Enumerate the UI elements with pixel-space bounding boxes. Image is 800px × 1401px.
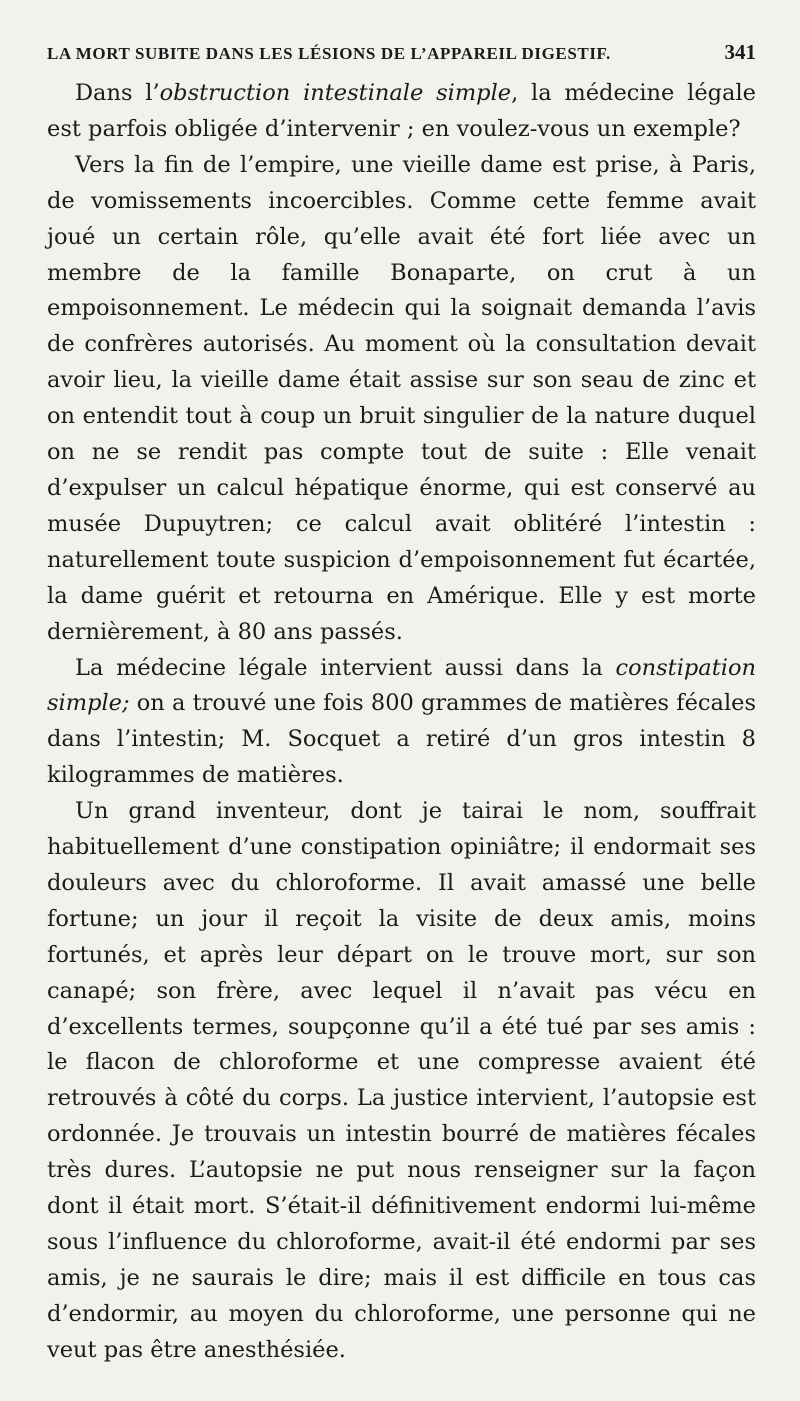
paragraph-vieille-dame: Vers la fin de l’empire, une vieille dame est prise, à Paris, de vomissements incoercibles. Comme cette femme avait joué un certain rôle, qu’elle avait été fort liée avec un membre de la famille Bonaparte, on crut à un empoisonnement. Le médecin qui la soignait demanda l’avis de confrères autorisés. Au moment où la consultation devait avoir lieu, la vieille dame était assise sur son seau de zinc et on entendit tout à coup un bruit singulier de la nature duquel on ne se rendit pas compte tout de suite : Elle venait d’expulser un calcul hépatique énorme, qui est conservé au musée Dupuytren; ce calcul avait oblitéré l’intestin : naturellement toute suspicion d’empoisonnement fut écartée, la dame guérit et retourna en Amérique. Elle y est morte dernièrement, à 80 ans passés. bbox=[47, 151, 756, 645]
paragraph-inventeur: Un grand inventeur, dont je tairai le nom, souffrait habituellement d’une constipation opiniâtre; il endormait ses douleurs avec du chloroforme. Il avait amassé une belle fortune; un jour il reçoit la visite de deux amis, moins fortunés, et après leur départ on le trouve mort, sur son canapé; son frère, avec lequel il n’avait pas vécu en d’excellents termes, soupçonne qu’il a été tué par ses amis : le flacon de chloroforme et une compresse avaient été retrouvés à côté du corps. La justice intervient, l’autopsie est ordonnée. Je trouvais un intestin bourré de matières fécales très dures. L’autopsie ne put nous renseigner sur la façon dont il était mort. S’était-il définitivement endormi lui-même sous l’influence du chloroforme, avait-il été endormi par ses amis, je ne saurais le dire; mais il est difficile en tous cas d’endormir, au moyen du chloroforme, une personne qui ne veut pas être anesthésiée. bbox=[47, 798, 756, 1363]
paragraph-rest: , la médecine légale est parfois obligée d’intervenir ; en voulez-vous un exemple? bbox=[47, 80, 756, 142]
paragraph-constipation bbox=[47, 651, 756, 795]
italic-term: constipation simple; bbox=[47, 654, 756, 717]
body-text bbox=[47, 76, 756, 1369]
paragraph-rest: on a trouvé une fois 800 grammes de matières fécales dans l’intestin; M. Socquet a retiré d’un gros intestin 8 kilogrammes de matières. bbox=[47, 690, 756, 789]
paragraph-lead: La médecine légale intervient aussi dans la bbox=[75, 654, 616, 681]
italic-term: obstruction intestinale simple bbox=[159, 80, 512, 106]
running-head-title: LA MORT SUBITE DANS LES LÉSIONS DE L’APPAREIL DIGESTIF. bbox=[47, 44, 611, 63]
page-number: 341 bbox=[724, 40, 756, 64]
paragraph-obstruction bbox=[47, 76, 756, 148]
paragraph-lead: Dans l’ bbox=[75, 80, 160, 106]
running-head bbox=[47, 40, 756, 76]
